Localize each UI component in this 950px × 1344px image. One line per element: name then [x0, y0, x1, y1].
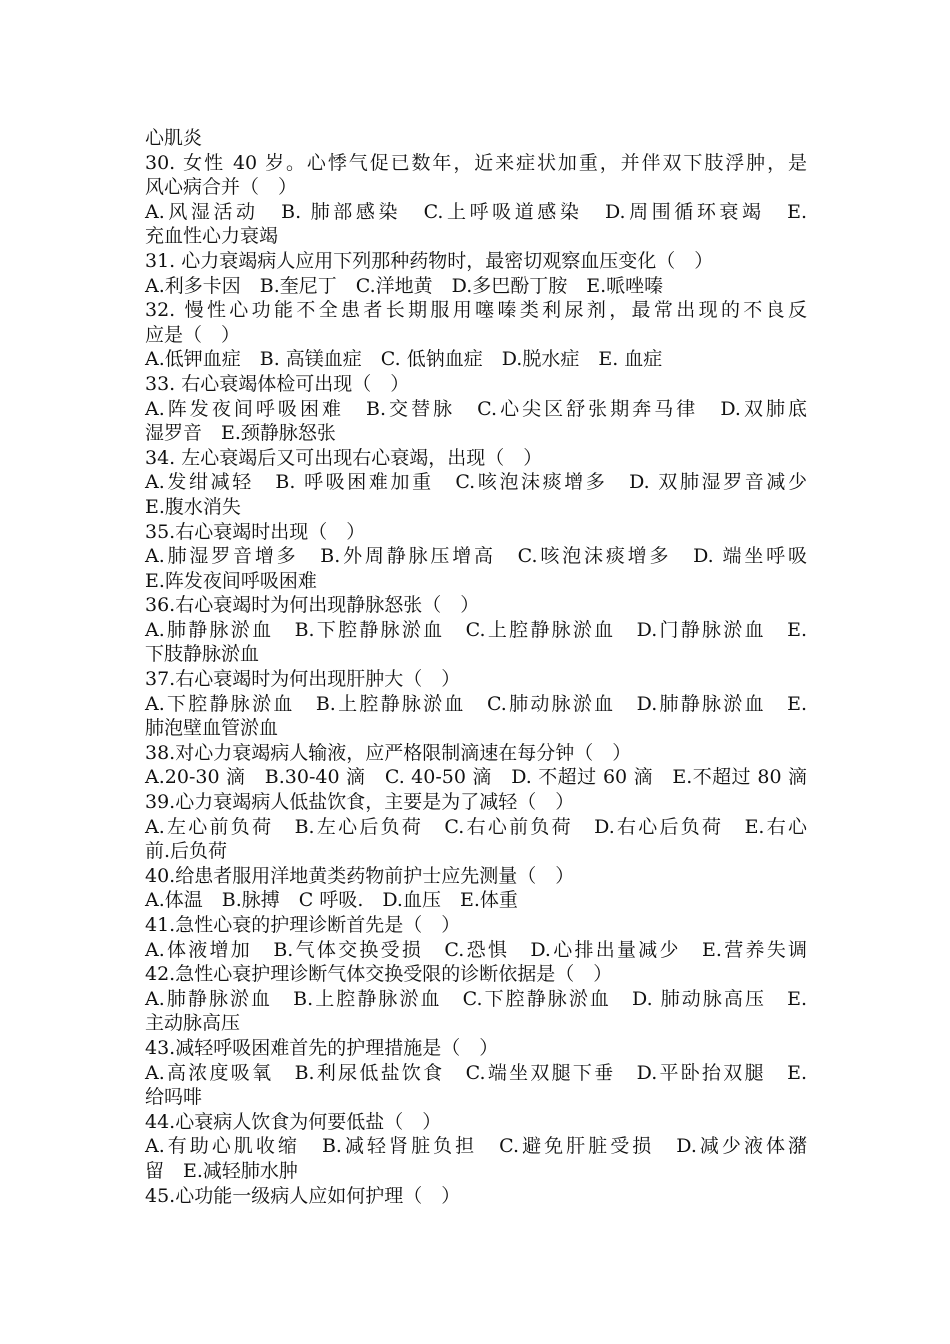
- options-34: A.发绀减轻 B. 呼吸困难加重 C.咳泡沫痰增多 D. 双肺湿罗音减少: [145, 471, 807, 494]
- text-line: 前.后负荷: [145, 840, 228, 863]
- text-line: 主动脉高压: [145, 1012, 241, 1035]
- text-line: 下肢静脉淤血: [145, 643, 260, 666]
- question-33: 33. 右心衰竭体检可出现（ ）: [145, 372, 410, 395]
- text-line: 心肌炎: [145, 127, 203, 149]
- options-32: A.低钾血症 B. 高镁血症 C. 低钠血症 D.脱水症 E. 血症: [145, 348, 663, 371]
- text-line: 留 E.减轻肺水肿: [145, 1159, 298, 1182]
- options-40: A.体温 B.脉搏 C 呼吸. D.血压 E.体重: [145, 889, 518, 912]
- text-line: 湿罗音 E.颈静脉怒张: [145, 422, 336, 445]
- options-41: A.体液增加 B.气体交换受损 C.恐惧 D.心排出量减少 E.营养失调: [145, 938, 807, 961]
- text-line: E.阵发夜间呼吸困难: [145, 569, 317, 592]
- options-33: A.阵发夜间呼吸困难 B.交替脉 C.心尖区舒张期奔马律 D.双肺底: [145, 397, 807, 420]
- question-30: 30. 女性 40 岁。心悸气促已数年，近来症状加重，并伴双下肢浮肿，是: [145, 151, 807, 174]
- options-38: A.20-30 滴 B.30-40 滴 C. 40-50 滴 D. 不超过 60 滴 E.不超过 80 滴: [145, 766, 807, 789]
- options-36: A.肺静脉淤血 B.下腔静脉淤血 C.上腔静脉淤血 D.门静脉淤血 E.: [145, 618, 807, 641]
- options-31: A.利多卡因 B.奎尼丁 C.洋地黄 D.多巴酚丁胺 E.哌唑嗪: [145, 274, 664, 297]
- question-36: 36.右心衰竭时为何出现静脉怒张（ ）: [145, 594, 480, 617]
- question-32: 32. 慢性心功能不全患者长期服用噻嗪类利尿剂，最常出现的不良反: [145, 299, 807, 322]
- text-line: E.腹水消失: [145, 495, 241, 518]
- document-page: [145, 126, 807, 1208]
- question-41: 41.急性心衰的护理诊断首先是（ ）: [145, 914, 461, 936]
- options-39: A.左心前负荷 B.左心后负荷 C.右心前负荷 D.右心后负荷 E.右心: [145, 815, 807, 838]
- question-35: 35.右心衰竭时出现（ ）: [145, 520, 366, 543]
- options-30: A.风湿活动 B. 肺部感染 C.上呼吸道感染 D.周围循环衰竭 E.: [145, 200, 807, 223]
- options-44: A.有助心肌收缩 B.减轻肾脏负担 C.避免肝脏受损 D.减少液体潴: [145, 1135, 807, 1158]
- options-35: A.肺湿罗音增多 B.外周静脉压增高 C.咳泡沫痰增多 D. 端坐呼吸: [145, 545, 807, 568]
- question-44: 44.心衰病人饮食为何要低盐（ ）: [145, 1110, 442, 1133]
- text-line: 给吗啡: [145, 1086, 203, 1109]
- question-42: 42.急性心衰护理诊断气体交换受限的诊断依据是（ ）: [145, 963, 613, 986]
- question-40: 40.给患者服用洋地黄类药物前护士应先测量（ ）: [145, 864, 575, 887]
- text-line: 充血性心力衰竭: [145, 225, 279, 248]
- text-line: 应是（ ）: [145, 323, 241, 346]
- question-45: 45.心功能一级病人应如何护理（ ）: [145, 1184, 461, 1207]
- options-43: A.高浓度吸氧 B.利尿低盐饮食 C.端坐双腿下垂 D.平卧抬双腿 E.: [145, 1061, 807, 1084]
- question-37: 37.右心衰竭时为何出现肝肿大（ ）: [145, 668, 461, 691]
- text-line: 肺泡壁血管淤血: [145, 717, 279, 740]
- question-34: 34. 左心衰竭后又可出现右心衰竭，出现（ ）: [145, 446, 543, 469]
- question-43: 43.减轻呼吸困难首先的护理措施是（ ）: [145, 1036, 499, 1059]
- options-37: A.下腔静脉淤血 B.上腔静脉淤血 C.肺动脉淤血 D.肺静脉淤血 E.: [145, 692, 807, 715]
- text-line: 风心病合并（ ）: [145, 176, 298, 199]
- question-38: 38.对心力衰竭病人输液，应严格限制滴速在每分钟（ ）: [145, 741, 632, 764]
- question-31: 31. 心力衰竭病人应用下列那种药物时，最密切观察血压变化（ ）: [145, 249, 714, 272]
- options-42: A.肺静脉淤血 B.上腔静脉淤血 C.下腔静脉淤血 D. 肺动脉高压 E.: [145, 987, 807, 1010]
- question-39: 39.心力衰竭病人低盐饮食，主要是为了减轻（ ）: [145, 791, 575, 814]
